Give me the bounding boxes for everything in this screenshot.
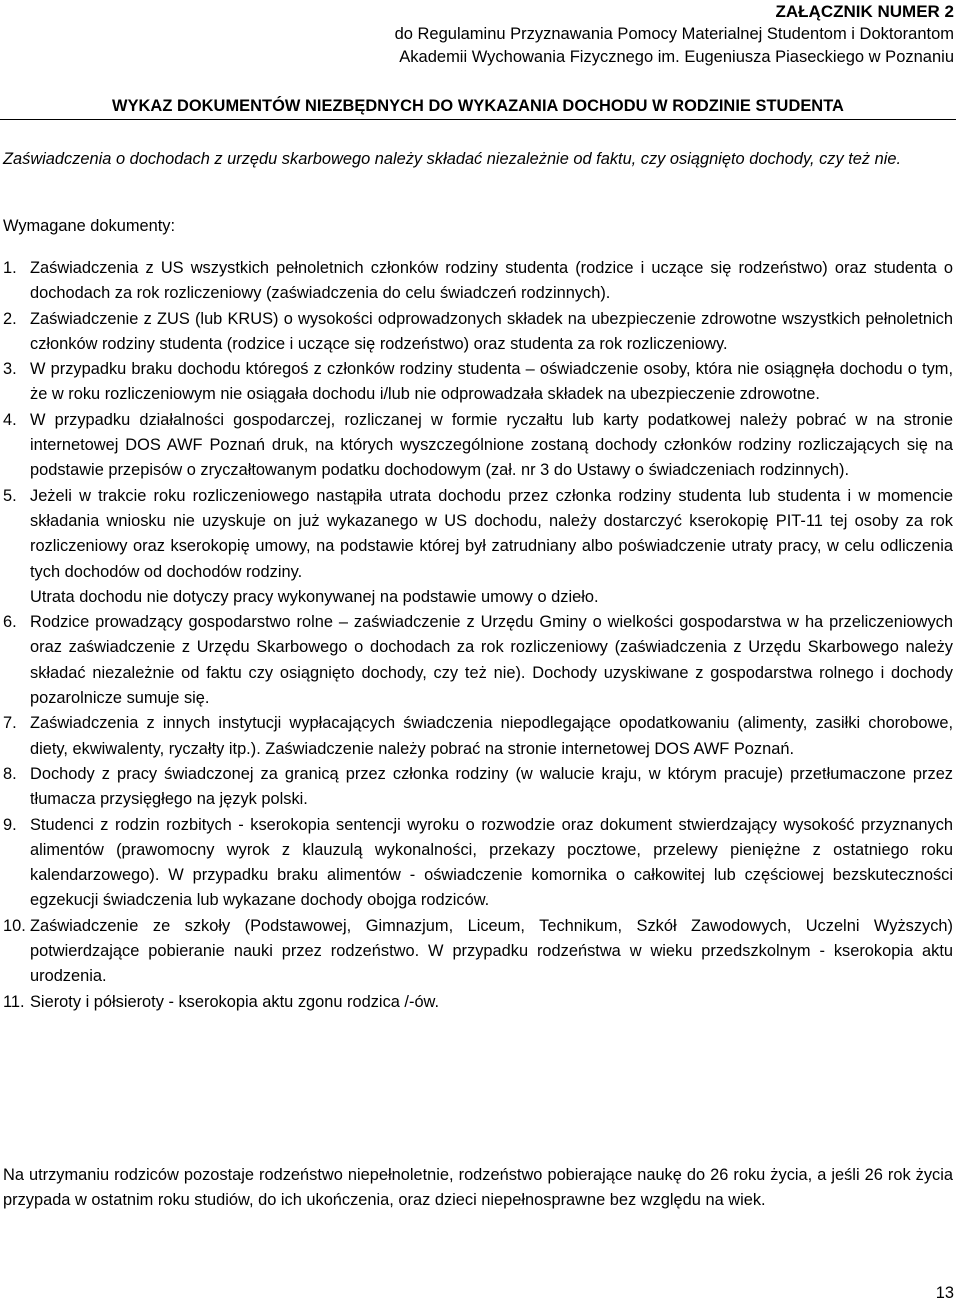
attachment-regulation-line: do Regulaminu Przyznawania Pomocy Materialnej Studentom i Doktorantom — [394, 25, 954, 43]
list-item-number: 4. — [3, 410, 17, 429]
list-item — [3, 813, 953, 914]
list-item-text: Studenci z rodzin rozbitych - kserokopia sentencji wyroku o rozwodzie oraz dokument stwierdzający wysokość przyznanych alimentów (prawomocny wyrok z klauzulą wykonalności, przekazy pocztowe, przelewy pieniężne z ostatniego roku kalendarzowego). W przypadku braku alimentów - oświadczenie komornika o całkowitej lub częściowej bezskuteczności egzekucji świadczenia lub wykazane dochody obojga rodziców. — [30, 815, 953, 910]
list-item-number: 10. — [3, 916, 26, 935]
list-item-number: 5. — [3, 486, 17, 505]
tax-office-note: Zaświadczenia o dochodach z urzędu skarbowego należy składać niezależnie od faktu, czy osiągnięto dochody, czy też nie. — [3, 150, 902, 168]
attachment-header — [395, 0, 954, 69]
list-item-number: 11. — [3, 992, 25, 1011]
dependents-paragraph: Na utrzymaniu rodziców pozostaje rodzeństwo niepełnoletnie, rodzeństwo pobierające naukę do 26 roku życia, a jeśli 26 rok życia przypada w ostatnim roku studiów, do ich ukończenia, oraz dzieci niepełnosprawne bez względu na wiek. — [3, 1166, 953, 1210]
list-item-number: 3. — [3, 360, 17, 379]
list-item-text: Zaświadczenia z innych instytucji wypłacających świadczenia niepodlegające opodatkowaniu (alimenty, zasiłki chorobowe, diety, ekwiwalenty, ryczałty itp.). Zaświadczenie należy pobrać na stronie internetowej DOS AWF Poznań. — [30, 714, 953, 758]
list-item — [3, 990, 953, 1015]
list-item — [3, 762, 953, 813]
list-item-number: 7. — [3, 714, 17, 733]
list-item-text: Dochody z pracy świadczonej za granicą przez członka rodziny (w walucie kraju, w którym pracuje) przetłumaczone przez tłumacza przysięgłego na język polski. — [30, 764, 953, 809]
list-item — [3, 610, 953, 711]
document-title: WYKAZ DOKUMENTÓW NIEZBĘDNYCH DO WYKAZANIA DOCHODU W RODZINIE STUDENTA — [0, 97, 956, 120]
list-item-text: Sieroty i półsieroty - kserokopia aktu zgonu rodzica /-ów. — [30, 992, 440, 1011]
list-item — [3, 914, 953, 990]
page-number: 13 — [935, 1284, 954, 1302]
list-item — [3, 711, 953, 762]
list-item — [3, 408, 953, 484]
list-item-number: 6. — [3, 613, 17, 632]
list-item-number: 2. — [3, 309, 17, 328]
attachment-academy-line: Akademii Wychowania Fizycznego im. Eugeniusza Piaseckiego w Poznaniu — [399, 48, 954, 66]
list-item-text: Zaświadczenie ze szkoły (Podstawowej, Gimnazjum, Liceum, Technikum, Szkół Zawodowych, Uczelni Wyższych) potwierdzające pobieranie nauki przez rodzeństwo. W przypadku rodzeństwa w wieku przedszkolnym - kserokopia aktu urodzenia. — [30, 916, 953, 986]
documents-list — [3, 256, 953, 1015]
list-item-text: Rodzice prowadzący gospodarstwo rolne – zaświadczenie z Urzędu Gminy o wielkości gospodarstwa w ha przeliczeniowych oraz zaświadczenie z Urzędu Skarbowego o dochodach za rok rozliczeniowy (zaświadczenia z Urzędu Skarbowego należy składać niezależnie od faktu czy osiągnięto dochody, czy też nie). Dochody uzyskiwane z gospodarstwa rolnego i dochody pozarolnicze sumuje się. — [30, 613, 953, 708]
list-item-number: 8. — [3, 764, 17, 783]
list-item-text-continued: Utrata dochodu nie dotyczy pracy wykonywanej na podstawie umowy o dzieło. — [30, 587, 599, 606]
list-item-text: W przypadku braku dochodu któregoś z członków rodziny studenta – oświadczenie osoby, która nie osiągnęła dochodu o tym, że w roku rozliczeniowym nie osiągała dochodu i/lub nie odprowadzała składek na ubezpieczenie zdrowotne. — [30, 360, 953, 404]
list-item-text-group — [30, 484, 953, 610]
list-item — [3, 484, 953, 610]
list-item — [3, 307, 953, 358]
list-item — [3, 256, 953, 307]
required-documents-label: Wymagane dokumenty: — [3, 217, 176, 235]
list-item-number: 1. — [3, 259, 17, 277]
list-item — [3, 357, 953, 408]
list-item-number: 9. — [3, 815, 17, 834]
list-item-text: Jeżeli w trakcie roku rozliczeniowego nastąpiła utrata dochodu przez członka rodziny studenta lub studenta i w momencie składania wniosku nie uzyskuje on już wykazanego w US dochodu, należy dostarczyć kserokopię PIT-11 tej osoby za rok rozliczeniowy oraz kserokopię umowy, na podstawie której był zatrudniany albo poświadczenie utraty pracy, w celu odliczenia tych dochodów od dochodów rodziny. — [30, 486, 953, 581]
list-item-text: Zaświadczenia z US wszystkich pełnoletnich członków rodziny studenta (rodzice i uczące się rodzeństwo) oraz studenta o dochodach za rok rozliczeniowy (zaświadczenia do celu świadczeń rodzinnych). — [30, 259, 953, 303]
attachment-number: ZAŁĄCZNIK NUMER 2 — [775, 2, 954, 21]
list-item-text: W przypadku działalności gospodarczej, rozliczanej w formie ryczałtu lub karty podatkowej należy pobrać w na stronie internetowej DOS AWF Poznań druk, na których wyszczególnione zostaną dochody członków rodziny rozliczających się na podstawie przepisów o zryczałtowanym podatku dochodowym (zał. nr 3 do Ustawy o świadczeniach rodzinnych). — [30, 410, 953, 480]
list-item-text: Zaświadczenie z ZUS (lub KRUS) o wysokości odprowadzonych składek na ubezpieczenie zdrowotne wszystkich pełnoletnich członków rodziny studenta (rodzice i uczące się rodzeństwo) oraz studenta za rok rozliczeniowy. — [30, 309, 953, 353]
